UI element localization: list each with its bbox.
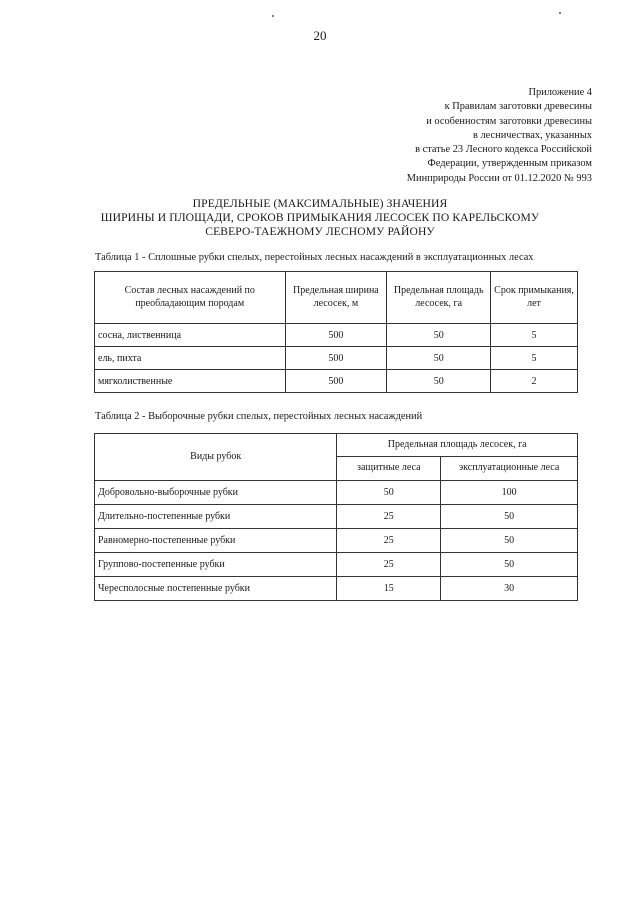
table-cell: Добровольно-выборочные рубки	[95, 481, 337, 505]
table-cell: 50	[441, 529, 578, 553]
table-cell: 5	[491, 324, 578, 347]
title-line: СЕВЕРО-ТАЕЖНОМУ ЛЕСНОМУ РАЙОНУ	[205, 225, 435, 238]
table2-caption: Таблица 2 - Выборочные рубки спелых, перестойных лесных насаждений	[95, 411, 423, 422]
table-cell: 500	[285, 324, 387, 347]
table-cell: 30	[441, 577, 578, 601]
table-cell: 50	[337, 481, 441, 505]
column-header: Срок примыкания, лет	[491, 272, 578, 324]
table-row	[95, 370, 578, 393]
appendix-line: к Правилам заготовки древесины	[444, 101, 592, 113]
table-cell: Длительно-постепенные рубки	[95, 505, 337, 529]
table-cell: сосна, лиственница	[95, 324, 286, 347]
table-cell: мягколиственные	[95, 370, 286, 393]
table-cell: 5	[491, 347, 578, 370]
table-cell: Чересполосные постепенные рубки	[95, 577, 337, 601]
appendix-line: Минприроды России от 01.12.2020 № 993	[406, 172, 592, 184]
table-cell: 50	[387, 324, 491, 347]
appendix-line: Федерации, утвержденным приказом	[427, 158, 592, 170]
table-cell: 25	[337, 529, 441, 553]
table-cell: 25	[337, 505, 441, 529]
appendix-line: в лесничествах, указанных	[472, 129, 592, 141]
title-line: ШИРИНЫ И ПЛОЩАДИ, СРОКОВ ПРИМЫКАНИЯ ЛЕСОСЕК ПО КАРЕЛЬСКОМУ	[100, 211, 540, 224]
table-cell: 50	[441, 505, 578, 529]
table-cell: 100	[441, 481, 578, 505]
table-header-row	[95, 434, 578, 457]
column-header: Виды рубок	[95, 434, 337, 481]
table-cell: 50	[441, 553, 578, 577]
table-row	[95, 324, 578, 347]
column-header: Предельная ширина лесосек, м	[285, 272, 387, 324]
table-row	[95, 577, 578, 601]
column-subheader: эксплуатационные леса	[441, 457, 578, 481]
table1-caption: Таблица 1 - Сплошные рубки спелых, перестойных лесных насаждений в эксплуатационных лесах	[95, 252, 534, 263]
table-cell: Равномерно-постепенные рубки	[95, 529, 337, 553]
table-selective-cutting	[94, 433, 578, 601]
column-subheader: защитные леса	[337, 457, 441, 481]
table-cell: Группово-постепенные рубки	[95, 553, 337, 577]
table-clear-cutting	[94, 271, 578, 393]
appendix-reference	[407, 86, 592, 186]
title-line: ПРЕДЕЛЬНЫЕ (МАКСИМАЛЬНЫЕ) ЗНАЧЕНИЯ	[192, 197, 448, 210]
table-row	[95, 553, 578, 577]
table-cell: 50	[387, 347, 491, 370]
column-header: Состав лесных насаждений по преобладающим породам	[95, 272, 286, 324]
appendix-line: Приложение 4	[528, 87, 592, 98]
appendix-line: и особенностям заготовки древесины	[426, 115, 592, 127]
table-row	[95, 529, 578, 553]
column-header: Предельная площадь лесосек, га	[337, 434, 578, 457]
table-cell: 2	[491, 370, 578, 393]
scan-speck	[559, 12, 561, 14]
table-cell: 500	[285, 347, 387, 370]
table-header-row	[95, 272, 578, 324]
table-cell: 15	[337, 577, 441, 601]
table-cell: 500	[285, 370, 387, 393]
table-row	[95, 505, 578, 529]
appendix-line: в статье 23 Лесного кодекса Российской	[415, 144, 592, 156]
table-cell: ель, пихта	[95, 347, 286, 370]
document-title	[0, 197, 640, 239]
table-cell: 25	[337, 553, 441, 577]
table-row	[95, 481, 578, 505]
page-number: 20	[313, 28, 327, 43]
column-header: Предельная площадь лесосек, га	[387, 272, 491, 324]
table-cell: 50	[387, 370, 491, 393]
table-row	[95, 347, 578, 370]
scan-speck	[272, 15, 274, 17]
